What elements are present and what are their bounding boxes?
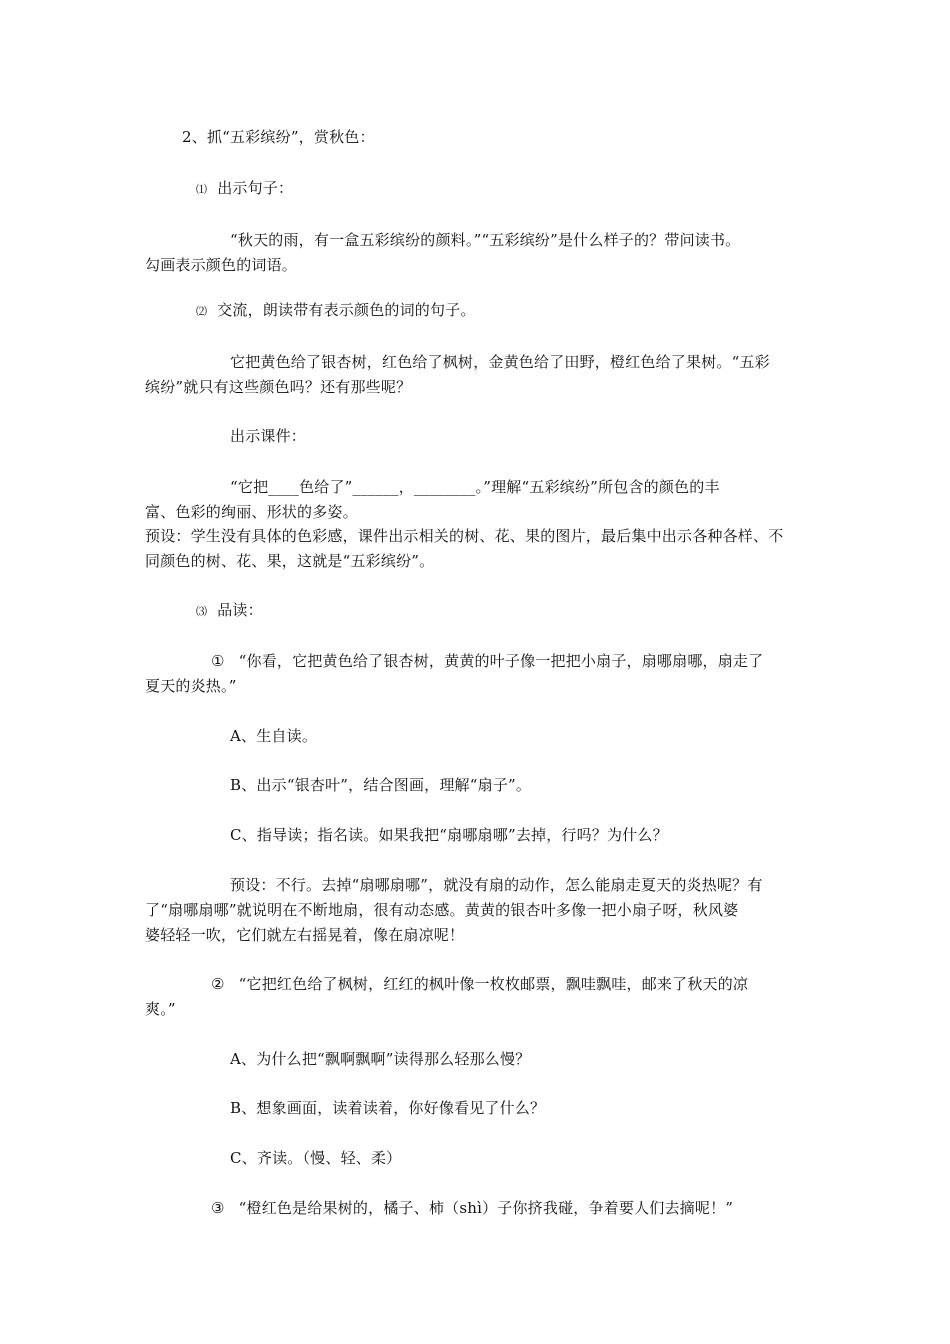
quote-item-3-number: ③	[211, 1199, 225, 1217]
preset-2-line-2: 了“扇哪扇哪”就说明在不断地扇，很有动态感。黄黄的银杏叶多像一把小扇子呀，秋风婆	[145, 901, 739, 919]
quote-item-3-text: “橙红色是给果树的，橘子、柿（shì）子你挤我碰，争着要人们去摘呢！”	[238, 1199, 734, 1217]
quote-item-3	[211, 1195, 733, 1221]
courseware-label: 出示课件：	[230, 427, 307, 445]
fill-in-line-2: 富、色彩的绚丽、形状的多姿。	[145, 503, 358, 521]
quote-item-1-b: B、出示“银杏叶”，结合图画，理解“扇子”。	[230, 776, 532, 794]
quote-item-1-a: A、生自读。	[230, 727, 318, 745]
quote-1-line-2: 勾画表示颜色的词语。	[145, 256, 298, 274]
preset-2-line-1: 预设：不行。去掉“扇哪扇哪”，就没有扇的动作，怎么能扇走夏天的炎热呢？有	[230, 876, 763, 894]
step-3	[196, 597, 263, 625]
quote-item-1-line-1	[211, 648, 763, 674]
quote-item-2-line-2: 爽。”	[145, 1000, 176, 1018]
preset-1-line-1: 预设：学生没有具体的色彩感，课件出示相关的树、花、果的图片，最后集中出示各种各样、不	[145, 527, 784, 545]
quote-item-2-line-1	[211, 971, 748, 997]
step-1	[196, 175, 293, 203]
quote-1-line-1: “秋天的雨，有一盒五彩缤纷的颜料。”“五彩缤纷”是什么样子的？带问读书。	[230, 231, 741, 249]
fill-in-line-1: “它把____色给了”______，________。”理解“五彩缤纷”所包含的颜色的丰	[230, 478, 720, 496]
quote-item-1-line-2: 夏天的炎热。”	[145, 677, 237, 695]
step-1-number: ⑴	[196, 183, 208, 196]
quote-item-2-a: A、为什么把“飘啊飘啊”读得那么轻那么慢？	[230, 1050, 531, 1068]
step-1-text: 出示句子：	[217, 179, 294, 197]
quote-item-2-number: ②	[211, 975, 225, 993]
step-2-text: 交流，朗读带有表示颜色的词的句子。	[217, 301, 476, 319]
paragraph-2-line-2: 缤纷”就只有这些颜色吗？还有那些呢？	[145, 378, 412, 396]
quote-item-2-c: C、齐读。（慢、轻、柔）	[230, 1149, 402, 1167]
quote-item-1-number: ①	[211, 652, 225, 670]
quote-item-2-text: “它把红色给了枫树，红红的枫叶像一枚枚邮票，飘哇飘哇，邮来了秋天的凉	[238, 975, 749, 993]
quote-item-1-c: C、指导读；指名读。如果我把“扇哪扇哪”去掉，行吗？为什么？	[230, 826, 668, 844]
preset-1-line-2: 同颜色的树、花、果，这就是“五彩缤纷”。	[145, 552, 435, 570]
step-3-text: 品读：	[217, 601, 263, 619]
step-2	[196, 297, 476, 325]
quote-item-1-text: “你看，它把黄色给了银杏树，黄黄的叶子像一把把小扇子，扇哪扇哪，扇走了	[238, 652, 764, 670]
paragraph-2-line-1: 它把黄色给了银杏树，红色给了枫树，金黄色给了田野，橙红色给了果树。“五彩	[230, 353, 770, 371]
section-heading: 2、抓“五彩缤纷”，赏秋色：	[182, 128, 375, 146]
quote-item-2-b: B、想象画面，读着读着，你好像看见了什么？	[230, 1099, 546, 1117]
preset-2-line-3: 婆轻轻一吹，它们就左右摇晃着，像在扇凉呢！	[145, 926, 465, 944]
step-3-number: ⑶	[196, 605, 208, 618]
step-2-number: ⑵	[196, 305, 208, 318]
